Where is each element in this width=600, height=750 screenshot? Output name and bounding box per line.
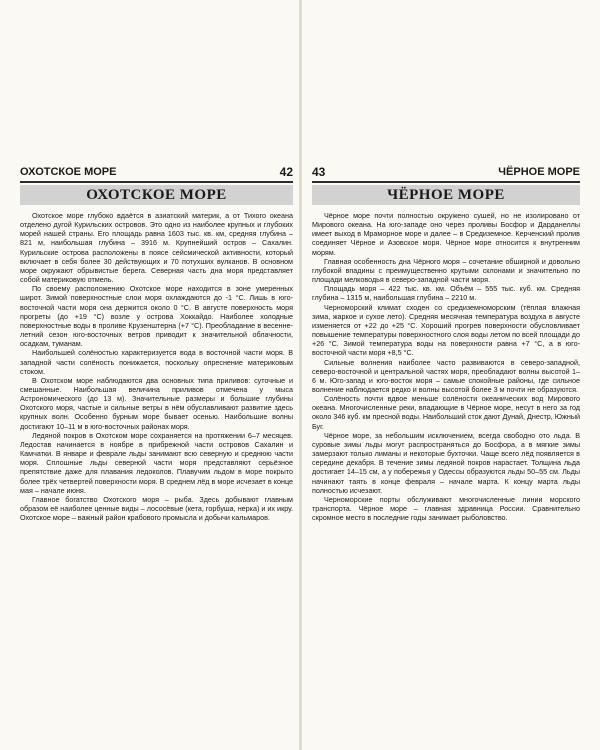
right-page-header — [312, 163, 580, 183]
paragraph: Черноморские порты обслуживают многочисленные линии морского транспорта. Чёрное море – главная здравница России. Сравнительно скромное место в последние годы занимает рыболовство. — [312, 494, 580, 523]
paragraph: Сильные волнения наиболее часто развиваются в северо-западной, северо-восточной и центральной частях моря, преобладают волны высотой 1–6 м. Юго-запад и юго-восток моря – самые спокойные районы, где сильное волнение наблюдается редко и волны высотой более 3 м почти не образуются. — [312, 357, 580, 394]
article-title: ОХОТСКОЕ МОРЕ — [20, 185, 293, 205]
left-page — [0, 0, 299, 750]
running-head: ЧЁРНОЕ МОРЕ — [498, 165, 580, 178]
running-head: ОХОТСКОЕ МОРЕ — [20, 165, 117, 178]
paragraph: Солёность почти вдвое меньше солёности океанических вод Мирового океана. Многочисленные реки, впадающие в Чёрное море, несут в него за год около 346 куб. км пресной воды. Наибольший сток дают Дунай, Днестр, Южный Буг. — [312, 394, 580, 431]
paragraph: Площадь моря – 422 тыс. кв. км. Объём – 555 тыс. куб. км. Средняя глубина – 1315 м, наибольшая глубина – 2210 м. — [312, 284, 580, 303]
paragraph: Чёрное море, за небольшим исключением, всегда свободно ото льда. В суровые зимы льды могут распространяться до Босфора, а в мягкие зимы замерзают только лиманы и некоторые бухточки. Чаще всего лёд появляется в середине декабря. В течение зимы ледяной покров нарастает. Толщина льда достигает 14–15 см, а у побережья у Одессы образуются льды 50–55 см. Льды начинают таять в конце февраля – начале марта. К концу марта льды полностью исчезают. — [312, 430, 580, 495]
page-number: 42 — [279, 164, 293, 179]
right-page — [302, 0, 600, 750]
paragraph: Главная особенность дна Чёрного моря – сочетание обширной и довольно глубокой впадины с преимущественно крутыми склонами и значительно по площади мелководья в северо-западной части моря. — [312, 256, 580, 285]
paragraph: В Охотском море наблюдаются два основных типа приливов: суточные и смешанные. Наибольшая величина приливов отмечена у мыса Астрономического (до 13 м). Значительные размеры и большие глубины Охотского моря, частые и сильные ветры в нём обуславливают развитие здесь крупных волн. Особенно бурным море бывает осенью. Наибольшие волны достигают 10–11 м в юго-восточных районах моря. — [20, 375, 293, 431]
paragraph: Чёрное море почти полностью окружено сушей, но не изолировано от Мирового океана. На юго-западе оно через проливы Босфор и Дарданеллы имеет выход в Мраморное море и далее – в Средиземное. Керченский пролив соединяет Чёрное и Азовское моря. Чёрное море относится к внутренним морям. — [312, 211, 580, 257]
article-title: ЧЁРНОЕ МОРЕ — [312, 185, 580, 205]
paragraph: Ледяной покров в Охотском море сохраняется на протяжении 6–7 месяцев. Ледостав начинается в ноябре в прибрежной части островов Сахалин и Камчатки. В январе и феврале льды занимают всю северную и среднюю части моря. Сплошные льды северной части моря представляют серьёзное препятствие даже для плавания ледоколов. Плавучим льдом в море покрыто более трёх четвертей поверхности моря. В среднем лёд в море исчезает в конце мая – начале июня. — [20, 430, 293, 495]
paragraph: Черноморский климат сходен со средиземноморским (тёплая влажная зима, жаркое и сухое лето). Средняя месячная температура воздуха в августе изменяется от +22 до +25 °С. Хороший прогрев поверхности обусловливает повышение температуры поверхностного слоя воды летом по всей площади до +26 °С. Зимой температура воды на поверхности равна +7 °С, а в юго-восточной части моря +8,5 °С. — [312, 302, 580, 358]
page-number: 43 — [312, 164, 326, 179]
paragraph: Главное богатство Охотского моря – рыба. Здесь добывают главным образом её наиболее ценные виды – лососёвые (кета, горбуша, нерка) и их икру. Охотское море – важный район крабового промысла и добычи кальмаров. — [20, 494, 293, 523]
paragraph: Охотское море глубоко вдаётся в азиатский материк, а от Тихого океана отделено дугой Курильских островов. Это одно из наиболее крупных и глубоких морей нашей страны. Его площадь равна 1603 тыс. кв. км, средняя глубина – 821 м, наибольшая глубина – 3916 м. Крупнейший остров – Сахалин. Курильские острова расположены в поясе сейсмической активности, который включает в себя более 30 действующих и 70 потухших вулканов. В основном море окружают обрывистые берега. Северная часть дна моря представляет собой материковую отмель. — [20, 211, 293, 285]
article-body — [20, 211, 293, 522]
paragraph: Наибольшей солёностью характеризуется вода в восточной части моря. В западной части солёность понижается, поскольку опреснение материковым стоком. — [20, 348, 293, 376]
left-page-header — [20, 163, 293, 183]
paragraph: По своему расположению Охотское море находится в зоне умеренных широт. Зимой поверхностные слои моря охлаждаются до -1 °С. Лишь в юго-восточной части моря она держится около 0 °С. В августе поверхность моря прогреты (до +19 °С) возле у острова Хоккайдо. Наиболее холодные поверхностные воды в проливе Крузенштерна (+7 °С). Преобладание в весенне-летний сезон юго-восточных ветров приводит к значительной облачности, осадкам, туманам. — [20, 284, 293, 349]
article-body — [312, 211, 580, 522]
